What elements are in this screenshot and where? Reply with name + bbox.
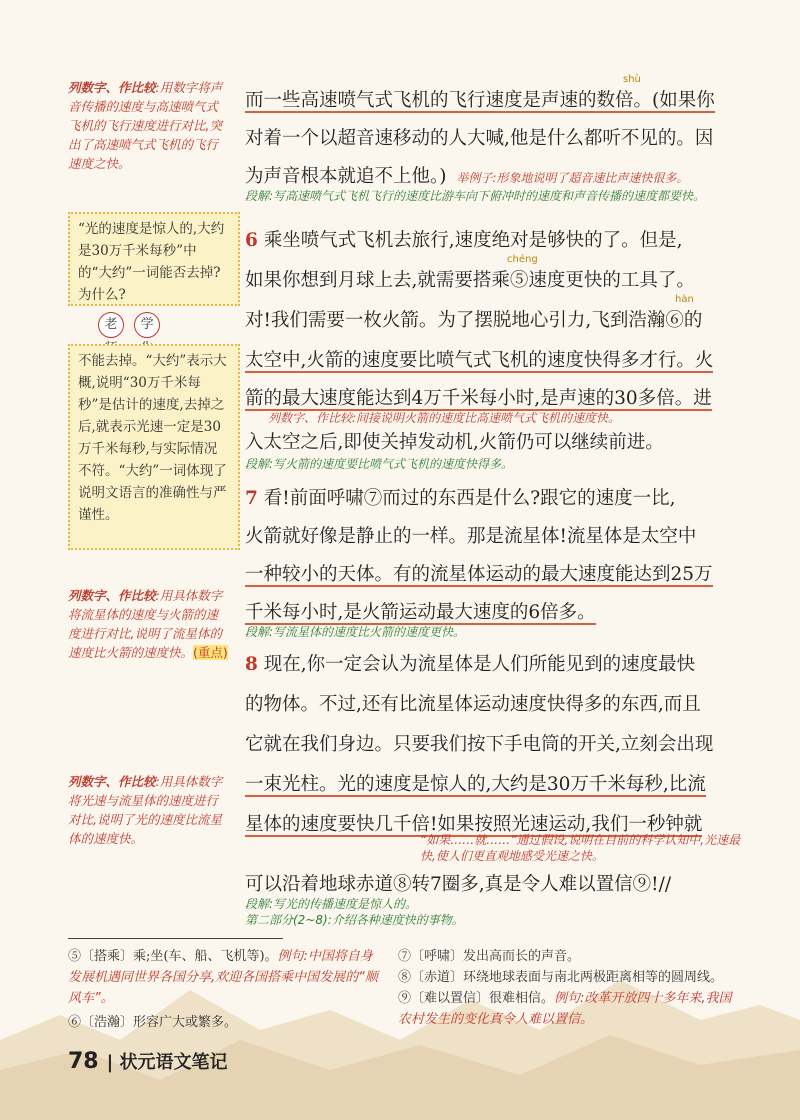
main-line-12: 一种较小的天体。有的流星体运动的最大速度能达到25万: [245, 564, 713, 585]
side-note-1: 列数字、作比较:用数字将声音传播的速度与高速喷气式飞机的飞行速度进行对比,突出了高速喷气式飞机的飞行速度之快。: [68, 80, 223, 171]
footnote-7: ⑦〔呼啸〕发出高而长的声音。: [398, 949, 581, 964]
inline-note-compare: 列数字、作比较:间接说明火箭的速度比高速喷气式飞机的速度快。: [268, 411, 621, 425]
pinyin-cheng: chéng: [507, 254, 538, 265]
footnote-9: ⑨〔难以置信〕很难相信。例句:改革开放四十多年来,我国农村发生的变化真令人难以置信。: [398, 991, 732, 1027]
main-line-8: 箭的最大速度能达到4万千米每小时,是声速的30多倍。进: [245, 388, 712, 409]
para-number-6: 6: [245, 230, 258, 251]
pinyin-shu: shù: [623, 74, 641, 85]
main-line-9: 入太空之后,即使关掉发动机,火箭仍可以继续前进。: [245, 432, 664, 453]
pinyin-han: hàn: [675, 294, 694, 305]
inline-note-if-then: “如果……就……”通过假设,说明在目前的科学认知中,光速最快,使人们更直观地感受光速之快。: [420, 833, 741, 863]
answer-box: 不能去掉。“大约”表示大概,说明“30万千米每秒”是估计的速度,去掉之后,就表示光速一定是30万千米每秒,与实际情况不符。“大约”一词体现了说明文语言的准确性与严谨性。: [68, 344, 240, 550]
key-point-badge: (重点): [193, 645, 228, 660]
main-line-17: 一束光柱。光的速度是惊人的,大约是30万千米每秒,比流: [245, 774, 706, 795]
main-line-13: 千米每小时,是火箭运动最大速度的6倍多。: [245, 602, 596, 623]
para-summary-6: 段解:写火箭的速度要比喷气式飞机的速度快得多。: [245, 457, 514, 471]
main-line-5: 如果你想到月球上去,就需要搭乘⑤速度更快的工具了。 chéng: [245, 254, 695, 291]
main-line-1: 而一些高速喷气式飞机的飞行速度是声速的数倍。(如果你 shù: [245, 74, 715, 111]
main-line-7: 太空中,火箭的速度要比喷气式飞机的速度快得多才行。火: [245, 350, 714, 371]
main-line-6: 对!我们需要一枚火箭。为了摆脱地心引力,飞到浩瀚⑥的 hàn: [245, 294, 703, 331]
side-note-3: 列数字、作比较:用具体数字将光速与流星体的速度进行对比,说明了光的速度比流星体的速度快。: [68, 774, 223, 846]
main-line-3: 为声音根本就追不上他。) 举例子:形象地说明了超音速比声速快很多。: [245, 166, 689, 187]
main-line-4: 6 乘坐喷气式飞机去旅行,速度绝对是够快的了。但是,: [245, 230, 683, 251]
main-line-2: 对着一个以超音速移动的人大喊,他是什么都听不见的。因: [245, 128, 714, 149]
footnote-6: ⑥〔浩瀚〕形容广大或繁多。: [68, 1015, 238, 1030]
main-line-16: 它就在我们身边。只要我们按下手电筒的开关,立刻会出现: [245, 734, 714, 755]
para-summary-5: 段解:写高速喷气式飞机飞行的速度比游车向下俯冲时的速度和声音传播的速度都要快。: [245, 189, 706, 203]
question-box: “光的速度是惊人的,大约是30万千米每秒”中的“大约”一词能否去掉?为什么?: [68, 212, 240, 306]
main-line-19: 可以沿着地球赤道⑧转7圈多,真是令人难以置信⑨!//: [245, 874, 672, 895]
side-note-2: 列数字、作比较:用具体数字将流星体的速度与火箭的速度进行对比,说明了流星体的速度比火箭的速度快。(重点): [68, 588, 228, 660]
footnote-8: ⑧〔赤道〕环绕地球表面与南北两极距离相等的圆周线。: [398, 970, 724, 985]
role-teacher: 老: [98, 312, 124, 338]
main-line-14: 8 现在,你一定会认为流星体是人们所能见到的速度最快: [245, 654, 696, 675]
main-line-10: 7 看!前面呼啸⑦而过的东西是什么?跟它的速度一比,: [245, 488, 676, 509]
para-number-7: 7: [245, 488, 258, 509]
para-summary-8: 段解:写光的传播速度是惊人的。: [245, 897, 418, 911]
footnote-divider: [68, 938, 283, 939]
footnote-5: ⑤〔搭乘〕乘;坐(车、船、飞机等)。例句:中国将自身发展机遇同世界各国分享,欢迎各国搭乘中国发展的“顺风车”。: [68, 949, 378, 1006]
para-number-8: 8: [245, 654, 258, 675]
main-line-11: 火箭就好像是静止的一样。那是流星体!流星体是太空中: [245, 526, 697, 547]
role-student: 学: [134, 312, 160, 338]
part-summary: 第二部分(2~8):介绍各种速度快的事物。: [245, 913, 464, 927]
main-line-15: 的物体。不过,还有比流星体运动速度快得多的东西,而且: [245, 694, 701, 715]
main-line-18: 星体的速度要快几千倍!如果按照光速运动,我们一秒钟就: [245, 814, 703, 835]
inline-note-example: 举例子:形象地说明了超音速比声速快很多。: [456, 171, 689, 185]
page-footer: 78 | 状元语文笔记: [68, 1049, 228, 1074]
para-summary-7: 段解:写流星体的速度比火箭的速度更快。: [245, 625, 466, 639]
book-title: 状元语文笔记: [119, 1052, 228, 1073]
page-number: 78: [68, 1049, 99, 1074]
